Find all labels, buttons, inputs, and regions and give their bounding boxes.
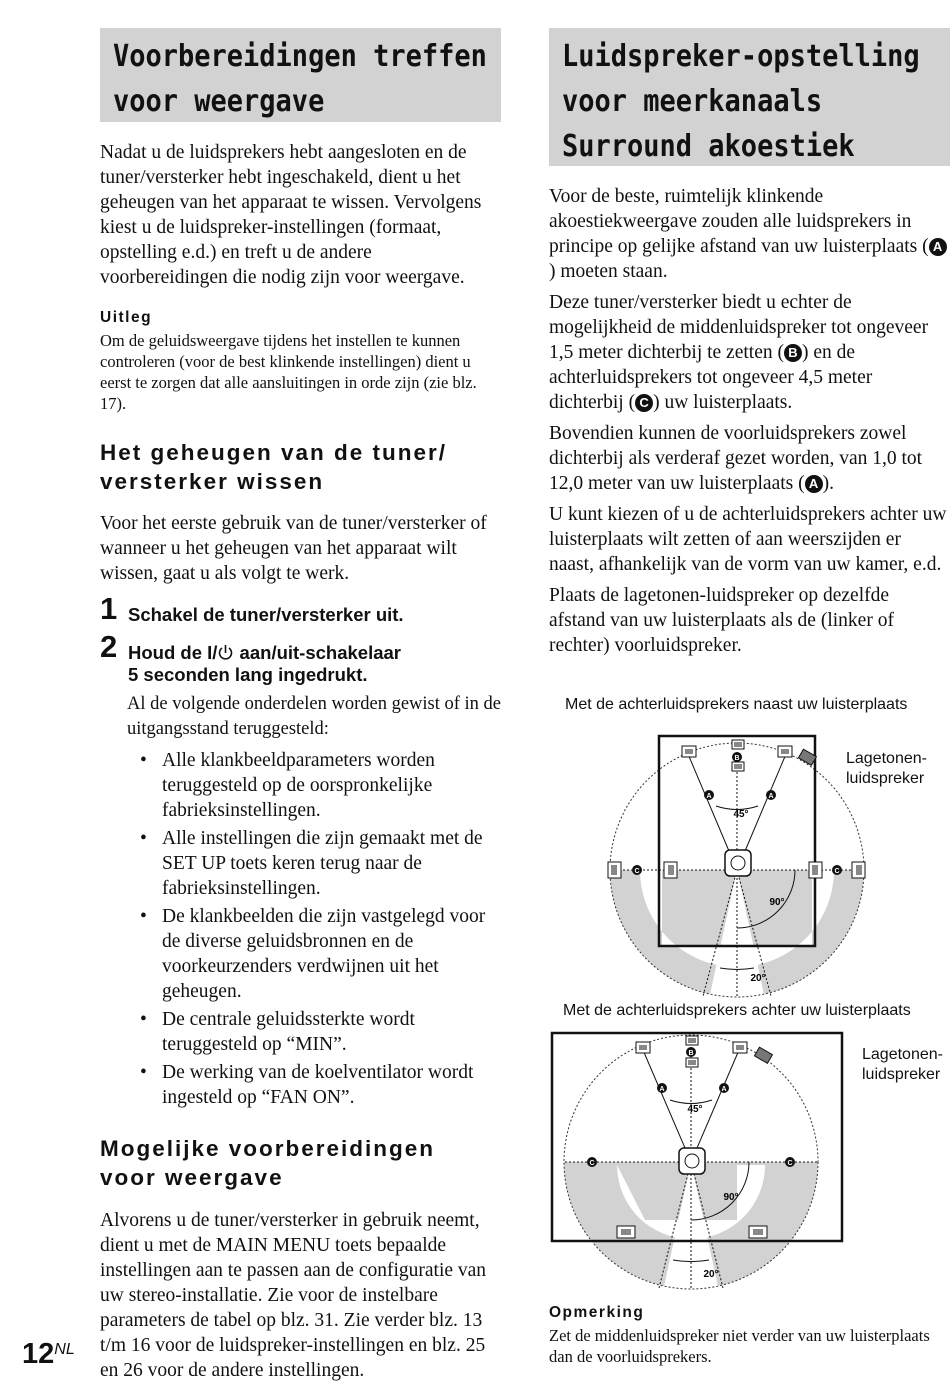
step-2-text-c: 5 seconden lang ingedrukt. bbox=[128, 664, 368, 685]
diagram1-angle-side: 90° bbox=[769, 897, 785, 908]
right-title-line-2: voor meerkanaals bbox=[562, 84, 823, 119]
step-2-text-a: Houd de I/ bbox=[128, 642, 218, 663]
note-text: Om de geluidsweergave tijdens het instellen te kunnen controleren (voor de best klinkende instellingen) dient u eerst te zorgen dat alle aansluitingen in orde zijn (zie blz. 17). bbox=[100, 331, 477, 413]
right-paragraph-1: Voor de beste, ruimtelijk klinkende akoestiekweergave zouden alle luidsprekers in principe op gelijke afstand van uw luisterplaats ( A) moeten staan. bbox=[549, 184, 949, 284]
diagram2-angle-rear: 20° bbox=[703, 1269, 719, 1280]
step-2 bbox=[100, 629, 510, 688]
left-intro bbox=[100, 140, 500, 296]
diagram2-b-label: B bbox=[688, 1050, 694, 1057]
diagram2-angle-side: 90° bbox=[723, 1192, 739, 1203]
right-note-heading: Opmerking bbox=[549, 1304, 645, 1321]
left-title-line-2: voor weergave bbox=[113, 84, 325, 119]
step-2-details bbox=[127, 692, 502, 1113]
left-title-line-1: Voorbereidingen treffen bbox=[113, 39, 487, 74]
diagram1-angle-front: 45° bbox=[733, 809, 749, 820]
diagram2-sub-label: Lagetonen- luidspreker bbox=[862, 1046, 943, 1083]
step-1-number: 1 bbox=[100, 591, 118, 626]
diagram1-angle-rear: 20° bbox=[750, 973, 766, 984]
diagram2-speaker-layout bbox=[547, 1030, 851, 1294]
power-icon bbox=[217, 644, 234, 661]
diagram1-c-left-label: C bbox=[634, 868, 640, 875]
right-note-text: Zet de middenluidspreker niet verder van uw luisterplaats dan de voorluidsprekers. bbox=[549, 1326, 930, 1366]
step-2-detail: Al de volgende onderdelen worden gewist of in de uitgangsstand teruggesteld: bbox=[127, 694, 502, 739]
list-item: • De werking van de koelventilator wordt ingesteld op “FAN ON”. bbox=[127, 1060, 502, 1110]
list-item: • De klankbeelden die zijn vastgelegd voor de diverse geluidsbronnen en de voorkeurzenders verdwijnen uit het geheugen. bbox=[127, 904, 502, 1004]
diagram1-caption: Met de achterluidsprekers naast uw luisterplaats bbox=[565, 696, 908, 713]
left-title-box bbox=[100, 28, 501, 122]
marker-b: B bbox=[784, 344, 802, 362]
section2-paragraph: Alvorens u de tuner/versterker in gebruik neemt, dient u met de MAIN MENU toets bepaalde instellingen aan te passen aan de configuratie van uw stereo-installatie. Zie voor de instelbare parameters de tabel op blz. 31. Zie verder blz. 13 t/m 16 voor de luidspreker-instellingen en blz. 25 en 26 voor de andere instellingen. bbox=[100, 1210, 487, 1381]
list-item: • Alle klankbeeldparameters worden teruggesteld op de oorspronkelijke fabrieksinstellingen. bbox=[127, 748, 502, 823]
page-suffix: NL bbox=[54, 1341, 75, 1358]
step-2-text-b: aan/uit-schakelaar bbox=[234, 642, 402, 663]
right-paragraph-5: Plaats de lagetonen-luidspreker op dezelfde afstand van uw luisterplaats als de (linker of rechter) voorluidspreker. bbox=[549, 585, 894, 656]
right-title-line-1: Luidspreker-opstelling bbox=[562, 39, 920, 74]
right-note bbox=[549, 1304, 949, 1367]
step-1 bbox=[100, 591, 510, 630]
diagram1-sub-label: Lagetonen- luidspreker bbox=[846, 750, 927, 787]
diagram2-a-left-label: A bbox=[659, 1086, 665, 1093]
marker-c: C bbox=[635, 394, 653, 412]
right-paragraph-4: U kunt kiezen of u de achterluidsprekers achter uw luisterplaats wilt zetten of aan weerszijden er naast, afhankelijk van de vorm van uw kamer, e.d. bbox=[549, 504, 947, 575]
diagram1-c-right-label: C bbox=[834, 868, 840, 875]
note-heading: Uitleg bbox=[100, 309, 153, 326]
right-paragraph-3: Bovendien kunnen de voorluidsprekers zowel dichterbij als verderaf gezet worden, van 1,0 tot 12,0 meter van uw luisterplaats ( A ). bbox=[549, 423, 923, 494]
section2-heading-line-1: Mogelijke voorbereidingen bbox=[100, 1136, 436, 1161]
section2-heading bbox=[100, 1134, 510, 1192]
reset-bullet-list bbox=[127, 748, 502, 1110]
diagram1-speaker-layout bbox=[590, 728, 880, 1000]
right-title-box bbox=[549, 28, 950, 166]
section2-text bbox=[100, 1208, 500, 1389]
list-item: • Alle instellingen die zijn gemaakt met de SET UP toets keren terug naar de fabrieksinstellingen. bbox=[127, 826, 502, 901]
diagram2-a-right-label: A bbox=[721, 1086, 727, 1093]
section1-heading-line-2: versterker wissen bbox=[100, 469, 325, 494]
section1-text bbox=[100, 511, 500, 592]
section2-heading-line-2: voor weergave bbox=[100, 1165, 284, 1190]
right-paragraph-2: Deze tuner/versterker biedt u echter de mogelijkheid de middenluidspreker tot ongeveer 1,5 meter dichterbij te zetten ( B ) en de achterluidsprekers tot ongeveer 4,5 meter dichterbij ( C ) uw luisterplaats. bbox=[549, 292, 929, 413]
marker-a: A bbox=[929, 238, 947, 256]
diagram2-caption: Met de achterluidsprekers achter uw luisterplaats bbox=[563, 1002, 911, 1019]
left-note bbox=[100, 309, 500, 414]
section1-paragraph: Voor het eerste gebruik van de tuner/versterker of wanneer u het geheugen van het apparaat wilt wissen, gaat u als volgt te werk. bbox=[100, 513, 487, 584]
step-2-number: 2 bbox=[100, 629, 118, 664]
intro-paragraph: Nadat u de luidsprekers hebt aangesloten en de tuner/versterker hebt ingeschakeld, dient u het geheugen van het apparaat te wissen. Vervolgens kiest u de luidspreker-instellingen (formaat, opstelling e.d.) en treft u de andere voorbereidingen die nodig zijn voor weergave. bbox=[100, 142, 482, 288]
right-paragraphs bbox=[549, 184, 949, 664]
diagram2-angle-front: 45° bbox=[687, 1104, 703, 1115]
page-number-value: 12 bbox=[22, 1338, 55, 1370]
diagram2-c-left-label: C bbox=[589, 1160, 595, 1167]
step-1-text: Schakel de tuner/versterker uit. bbox=[128, 604, 404, 625]
right-title-line-3: Surround akoestiek bbox=[562, 129, 855, 164]
page-number bbox=[22, 1338, 75, 1371]
diagram1-a-right-label: A bbox=[768, 793, 774, 800]
section1-heading-line-1: Het geheugen van de tuner/ bbox=[100, 440, 448, 465]
diagram1-a-left-label: A bbox=[706, 793, 712, 800]
section1-heading bbox=[100, 438, 510, 496]
list-item: • De centrale geluidssterkte wordt teruggesteld op “MIN”. bbox=[127, 1007, 502, 1057]
diagram1-b-label: B bbox=[734, 755, 740, 762]
diagram2-c-right-label: C bbox=[787, 1160, 793, 1167]
marker-a: A bbox=[805, 475, 823, 493]
